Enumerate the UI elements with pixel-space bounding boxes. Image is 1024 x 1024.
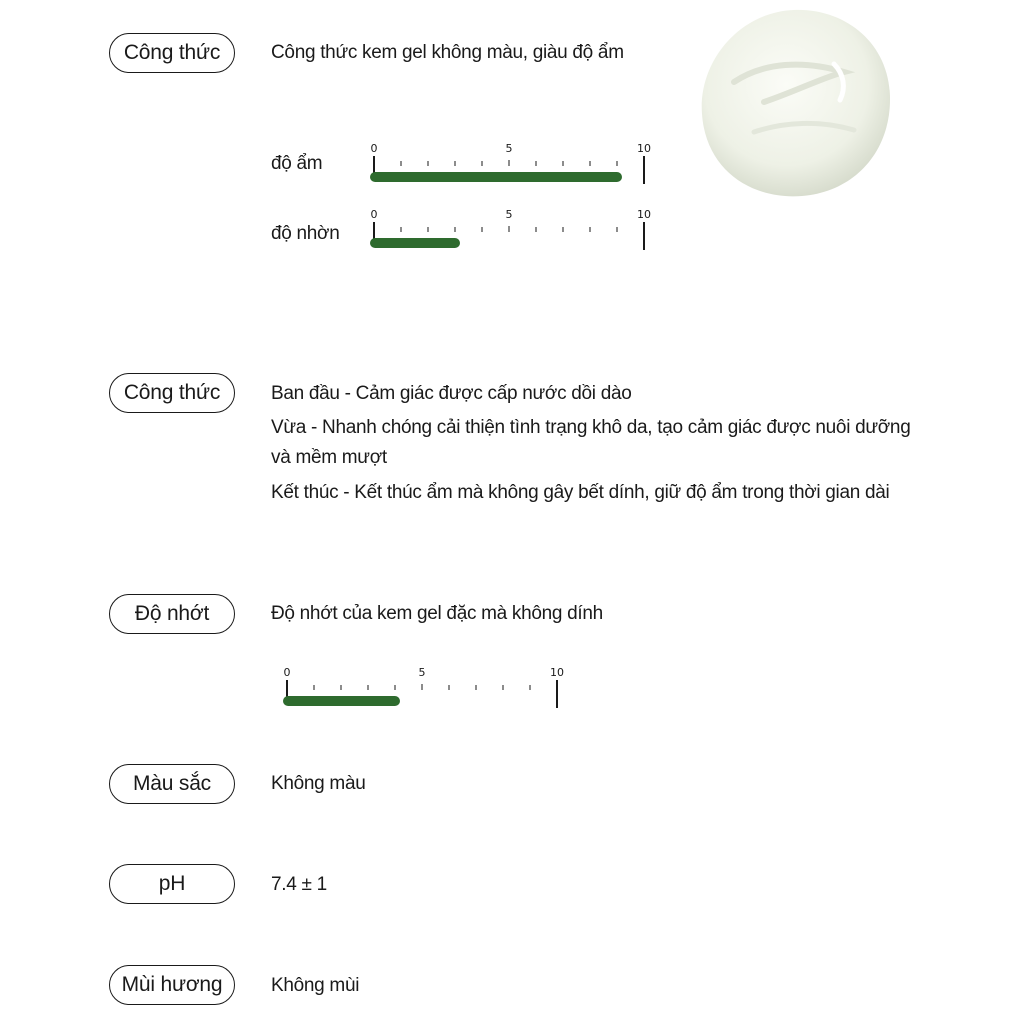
moisture-scale [370,140,660,190]
oil-label: độ nhờn [271,223,340,244]
scale-tick-label: 0 [370,208,378,221]
texture-line-start: Ban đầu - Cảm giác được cấp nước dồi dào [271,383,632,404]
texture-label: Công thức [123,381,221,404]
texture-line-end: Kết thúc - Kết thúc ẩm mà không gây bết dính, giữ độ ẩm trong thời gian dài [271,482,890,503]
scale-tick-label: 0 [283,666,291,679]
ph-label-pill [109,864,235,904]
scale-tick-label: 10 [637,208,651,221]
viscosity-label: Độ nhớt [134,602,210,625]
ph-label: pH [158,872,186,895]
scale-tick-label: 5 [505,208,513,221]
viscosity-scale [283,664,573,714]
formula-label: Công thức [123,41,221,64]
cream-swatch-image [694,2,894,202]
viscosity-label-pill [109,594,235,634]
scale-tick-label: 10 [550,666,564,679]
color-label-pill [109,764,235,804]
texture-label-pill [109,373,235,413]
scale-tick-label: 5 [418,666,426,679]
scale-tick-label: 10 [637,142,651,155]
moisture-label: độ ẩm [271,153,323,174]
scent-label: Mùi hương [121,973,223,996]
scale-tick-label: 5 [505,142,513,155]
formula-label-pill [109,33,235,73]
texture-line-middle: Vừa - Nhanh chóng cải thiện tình trạng khô da, tạo cảm giác được nuôi dưỡng và mềm mượt [271,417,911,468]
scale-tick-label: 0 [370,142,378,155]
color-label: Màu sắc [133,772,211,795]
formula-description: Công thức kem gel không màu, giàu độ ẩm [271,42,624,63]
scent-label-pill [109,965,235,1005]
ph-value: 7.4 ± 1 [271,874,327,895]
color-value: Không màu [271,773,366,794]
oil-scale [370,206,660,256]
viscosity-description: Độ nhớt của kem gel đặc mà không dính [271,603,603,624]
scent-value: Không mùi [271,975,360,996]
